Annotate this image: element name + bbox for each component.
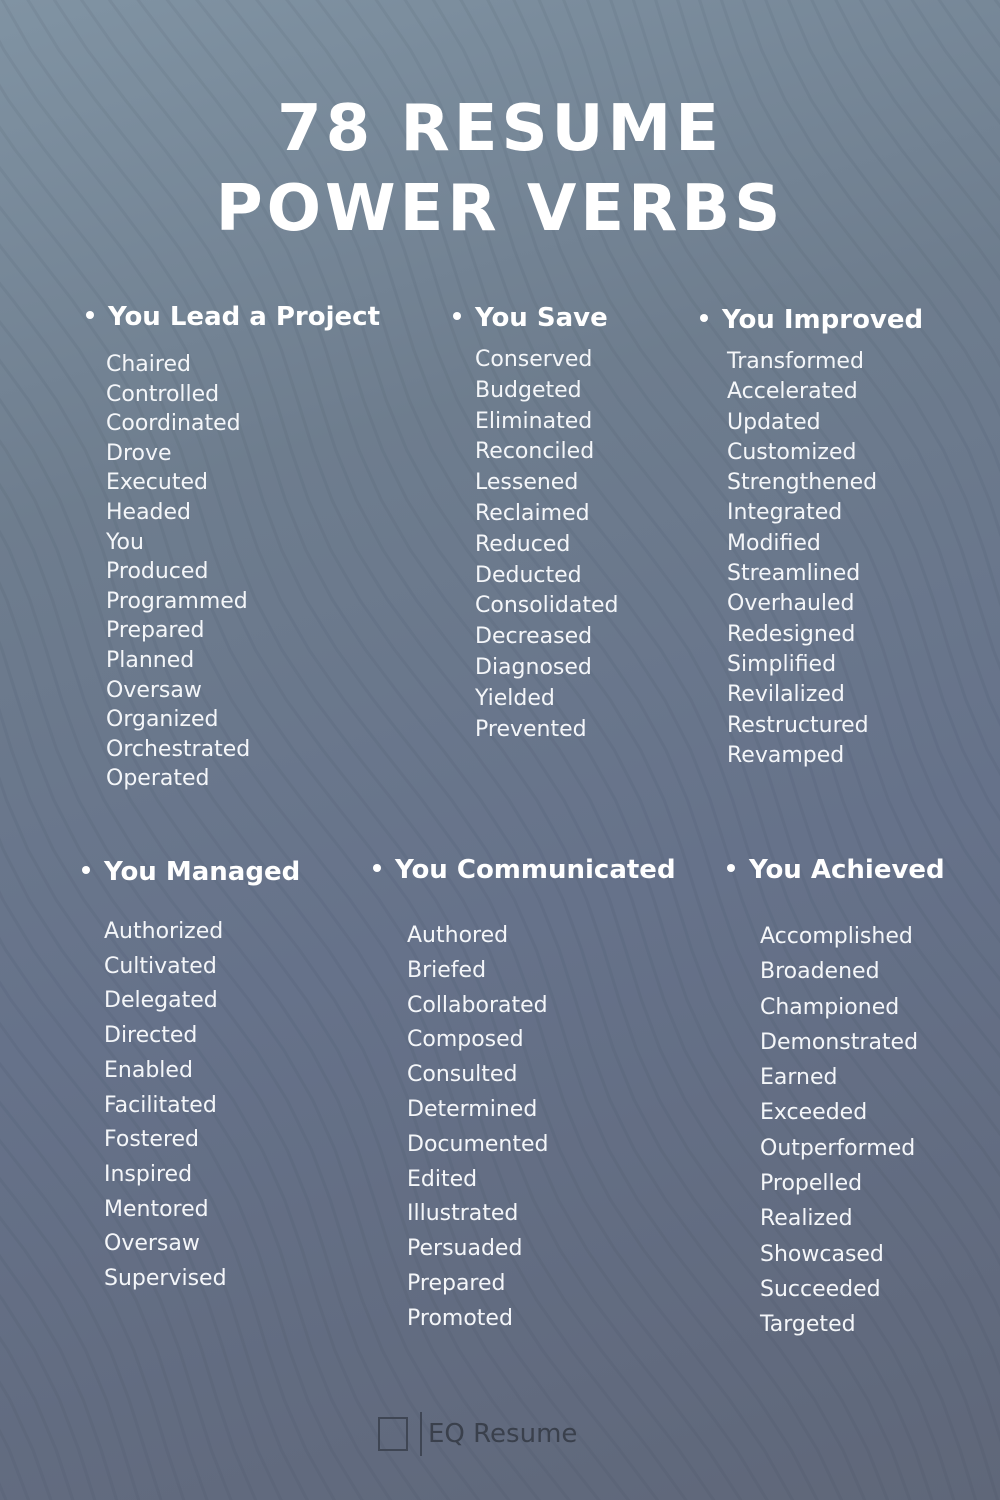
verb-item: Oversaw	[106, 677, 202, 703]
verb-item: Streamlined	[727, 561, 861, 587]
verb-list	[407, 919, 676, 1337]
bullet-icon	[453, 312, 461, 320]
verb-item: Produced	[106, 559, 209, 585]
section-heading: You Lead a Project	[86, 300, 380, 334]
section-achieved	[727, 853, 945, 1343]
verb-item: Integrated	[727, 500, 843, 526]
verb-item: Lessened	[475, 470, 579, 496]
verb-item: Promoted	[407, 1305, 513, 1331]
bullet-icon	[82, 866, 90, 874]
verb-item: Prepared	[407, 1270, 506, 1296]
section-heading: You Achieved	[727, 853, 945, 887]
verb-item: Modified	[727, 530, 821, 556]
verb-item: Inspired	[104, 1161, 193, 1187]
verb-item: Earned	[760, 1065, 838, 1091]
verb-item: Eliminated	[475, 408, 593, 434]
verb-item: Reduced	[475, 531, 571, 557]
verb-item: Orchestrated	[106, 736, 251, 762]
verb-item: Programmed	[106, 588, 248, 614]
verb-item: Propelled	[760, 1171, 863, 1197]
section-heading: You Save	[453, 301, 618, 335]
section-managed	[82, 855, 300, 1297]
verb-item: Collaborated	[407, 992, 548, 1018]
verb-item: Illustrated	[407, 1201, 519, 1227]
verb-item: Diagnosed	[475, 654, 592, 680]
verb-item: Oversaw	[104, 1231, 200, 1257]
section-heading: You Communicated	[373, 853, 676, 887]
verb-item: Facilitated	[104, 1092, 217, 1118]
section-improved	[700, 303, 923, 771]
logo-square-icon	[378, 1417, 408, 1451]
brand-name: EQ Resume	[428, 1419, 578, 1449]
verb-item: Executed	[106, 470, 208, 496]
verb-item: Accelerated	[727, 379, 858, 405]
verb-item: Overhauled	[727, 591, 855, 617]
verb-item: Determined	[407, 1096, 538, 1122]
verb-item: Broadened	[760, 959, 880, 985]
verb-item: Cultivated	[104, 953, 217, 979]
verb-item: Restructured	[727, 712, 869, 738]
verb-item: You	[106, 529, 144, 555]
bullet-icon	[727, 864, 735, 872]
verb-item: Exceeded	[760, 1100, 868, 1126]
section-lead-project	[86, 300, 380, 794]
verb-item: Persuaded	[407, 1236, 523, 1262]
verb-item: Headed	[106, 499, 192, 525]
verb-item: Targeted	[760, 1312, 856, 1338]
verb-item: Championed	[760, 994, 900, 1020]
verb-item: Prepared	[106, 618, 205, 644]
verb-item: Coordinated	[106, 411, 241, 437]
verb-list	[106, 350, 380, 794]
page-title-line-1: 78 RESUME	[277, 92, 723, 166]
verb-item: Simplified	[727, 651, 837, 677]
verb-list	[475, 345, 618, 745]
verb-item: Briefed	[407, 957, 487, 983]
verb-item: Organized	[106, 707, 219, 733]
verb-item: Delegated	[104, 988, 218, 1014]
verb-list	[727, 347, 923, 771]
verb-item: Succeeded	[760, 1276, 881, 1302]
section-save	[453, 301, 618, 745]
bullet-icon	[86, 311, 94, 319]
verb-item: Customized	[727, 439, 857, 465]
verb-item: Outperformed	[760, 1135, 916, 1161]
verb-item: Realized	[760, 1206, 853, 1232]
verb-item: Operated	[106, 766, 210, 792]
verb-item: Showcased	[760, 1241, 884, 1267]
verb-item: Transformed	[727, 349, 864, 374]
section-heading: You Improved	[700, 303, 923, 337]
verb-item: Decreased	[475, 624, 593, 650]
verb-item: Planned	[106, 647, 195, 673]
logo-divider	[420, 1412, 422, 1456]
verb-item: Deducted	[475, 562, 582, 588]
verb-item: Enabled	[104, 1057, 193, 1083]
verb-item: Consolidated	[475, 593, 619, 619]
verb-item: Consulted	[407, 1062, 518, 1088]
section-communicated	[373, 853, 676, 1337]
brand-logo	[378, 1412, 577, 1456]
verb-item: Strengthened	[727, 470, 878, 496]
verb-item: Prevented	[475, 716, 587, 742]
bullet-icon	[373, 864, 381, 872]
verb-item: Budgeted	[475, 377, 582, 403]
verb-item: Redesigned	[727, 621, 856, 647]
verb-item: Composed	[407, 1027, 524, 1053]
section-heading: You Managed	[82, 855, 300, 889]
verb-item: Accomplished	[760, 924, 913, 949]
verb-item: Revamped	[727, 742, 845, 768]
verb-list	[760, 919, 945, 1343]
verb-item: Reclaimed	[475, 500, 590, 526]
verb-item: Updated	[727, 409, 821, 435]
page-title-line-2: POWER VERBS	[215, 172, 785, 246]
verb-item: Yielded	[475, 685, 555, 711]
verb-item: Drove	[106, 440, 172, 466]
bullet-icon	[700, 314, 708, 322]
verb-item: Directed	[104, 1023, 198, 1049]
verb-item: Mentored	[104, 1196, 209, 1222]
verb-item: Supervised	[104, 1266, 227, 1292]
verb-item: Chaired	[106, 352, 191, 377]
verb-item: Authored	[407, 923, 509, 948]
verb-item: Authorized	[104, 919, 224, 944]
verb-item: Conserved	[475, 347, 593, 372]
verb-item: Documented	[407, 1131, 549, 1157]
verb-item: Fostered	[104, 1127, 200, 1153]
verb-item: Demonstrated	[760, 1029, 919, 1055]
verb-item: Revilalized	[727, 682, 845, 708]
verb-item: Edited	[407, 1166, 478, 1192]
verb-list	[104, 915, 300, 1297]
verb-item: Reconciled	[475, 439, 595, 465]
verb-item: Controlled	[106, 381, 220, 407]
